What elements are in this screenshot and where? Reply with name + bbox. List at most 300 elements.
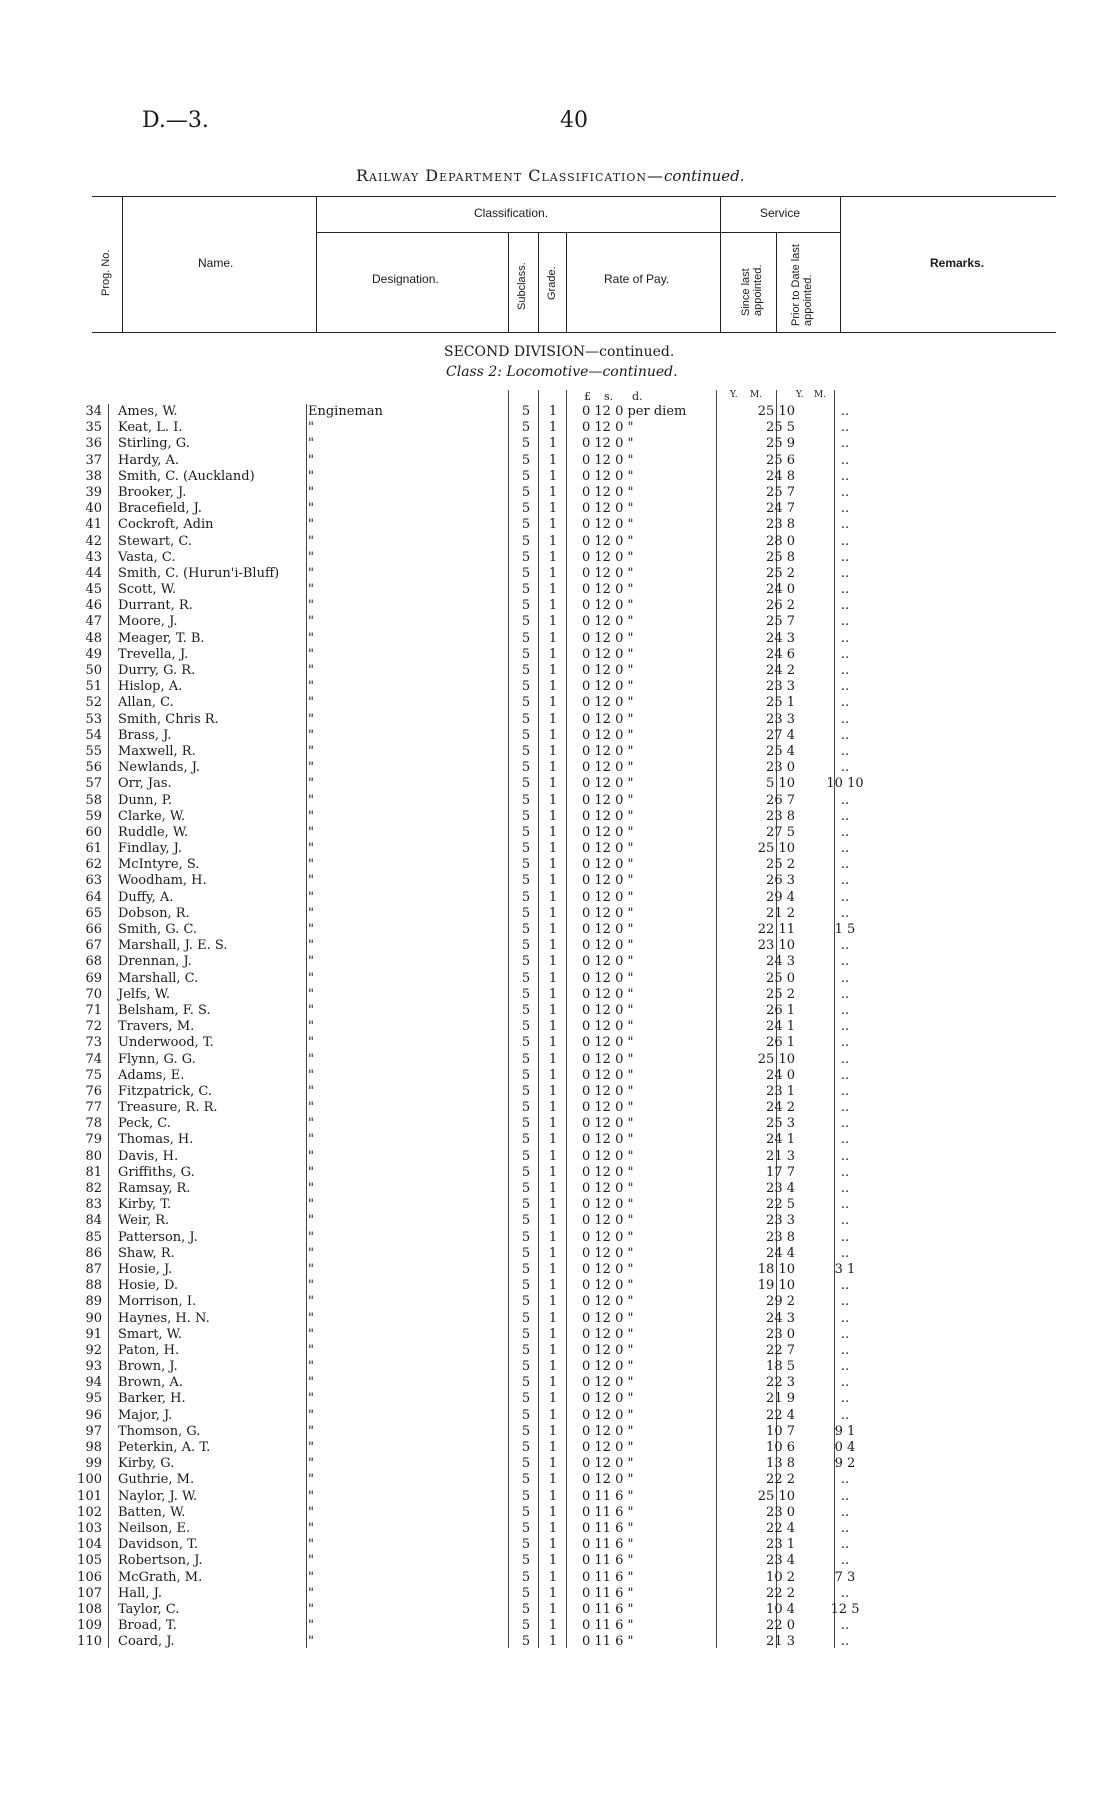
header-divider (720, 196, 721, 332)
row-name: Newlands, J. (118, 760, 201, 776)
row-prior-to-date: .. (840, 533, 850, 549)
row-rate-of-pay: 0 11 6 " (582, 1601, 634, 1617)
row-designation: " (308, 1197, 314, 1213)
col-prior-to-date: Prior to Date last appointed. (790, 244, 814, 326)
row-rate-of-pay: 0 12 0 " (582, 1019, 634, 1035)
row-since-last: 23 3 (766, 1213, 795, 1229)
row-since-last: 29 2 (766, 1294, 795, 1310)
row-rate-of-pay: 0 12 0 " (582, 614, 634, 630)
row-grade: 1 (548, 1618, 558, 1634)
row-subclass: 5 (521, 1520, 531, 1536)
row-prior-to-date: .. (840, 452, 850, 468)
row-name: Smith, C. (Hurun'i-Bluff) (118, 565, 280, 581)
row-prior-to-date: 7 3 (834, 1569, 856, 1585)
row-prior-to-date: .. (840, 743, 850, 759)
col-rate-of-pay: Rate of Pay. (604, 272, 670, 286)
row-prior-to-date: .. (840, 808, 850, 824)
col-since-last: Since last appointed. (740, 264, 764, 316)
row-designation: " (308, 1278, 314, 1294)
row-since-last: 28 0 (766, 533, 795, 549)
row-rate-of-pay: 0 12 0 " (582, 1278, 634, 1294)
row-designation: " (308, 792, 314, 808)
row-since-last: 5 10 (766, 776, 795, 792)
row-grade: 1 (548, 808, 558, 824)
row-name: Kirby, T. (118, 1197, 172, 1213)
row-prior-to-date: .. (840, 1472, 850, 1488)
column-separator (108, 404, 109, 1648)
row-rate-of-pay: 0 12 0 " (582, 695, 634, 711)
row-subclass: 5 (521, 1261, 531, 1277)
row-since-last: 25 9 (766, 436, 795, 452)
row-prog-no: 108 (77, 1601, 102, 1617)
row-prior-to-date: 0 4 (834, 1440, 856, 1455)
row-designation: " (308, 614, 314, 630)
row-designation: " (308, 1407, 314, 1423)
row-rate-of-pay: 0 12 0 " (582, 889, 634, 905)
row-grade: 1 (548, 1326, 558, 1342)
row-subclass: 5 (521, 1310, 531, 1326)
row-designation: " (308, 1375, 314, 1391)
row-name: Duffy, A. (118, 889, 174, 905)
row-prog-no: 53 (85, 711, 102, 727)
row-prog-no: 76 (85, 1083, 102, 1099)
row-prior-to-date: .. (840, 1164, 850, 1180)
row-prior-to-date: 9 2 (834, 1456, 856, 1472)
row-prog-no: 83 (85, 1197, 102, 1213)
row-prior-to-date: .. (840, 824, 850, 840)
row-rate-of-pay: 0 12 0 " (582, 517, 634, 533)
row-designation: " (308, 1488, 314, 1504)
row-designation: " (308, 646, 314, 662)
row-since-last: 26 2 (766, 598, 795, 614)
row-designation: " (308, 1116, 314, 1132)
row-subclass: 5 (521, 1019, 531, 1035)
row-prog-no: 109 (77, 1618, 102, 1634)
row-prior-to-date: .. (840, 1148, 850, 1164)
row-subclass: 5 (521, 1213, 531, 1229)
row-subclass: 5 (521, 533, 531, 549)
row-prog-no: 110 (77, 1634, 102, 1650)
title-suffix: continued. (664, 167, 745, 185)
row-grade: 1 (548, 1148, 558, 1164)
row-name: McGrath, M. (118, 1569, 203, 1585)
row-rate-of-pay: 0 12 0 " (582, 1310, 634, 1326)
row-since-last: 27 4 (766, 727, 795, 743)
row-grade: 1 (548, 404, 558, 419)
row-prog-no: 42 (85, 533, 102, 549)
header-bottom-rule (92, 332, 1056, 333)
row-subclass: 5 (521, 1229, 531, 1245)
row-name: Durry, G. R. (118, 663, 196, 678)
row-grade: 1 (548, 743, 558, 759)
row-name: Coard, J. (118, 1634, 175, 1650)
row-prog-no: 62 (85, 857, 102, 873)
row-name: Dunn, P. (118, 792, 173, 808)
row-prog-no: 59 (85, 808, 102, 824)
row-prog-no: 91 (85, 1326, 102, 1342)
row-name: Stewart, C. (118, 533, 193, 549)
row-name: Robertson, J. (118, 1553, 203, 1569)
row-name: Brown, J. (118, 1359, 178, 1375)
row-subclass: 5 (521, 484, 531, 500)
row-prior-to-date: .. (840, 404, 850, 419)
row-subclass: 5 (521, 841, 531, 857)
row-prog-no: 61 (85, 841, 102, 857)
row-subclass: 5 (521, 760, 531, 776)
row-subclass: 5 (521, 1035, 531, 1051)
row-designation: " (308, 711, 314, 727)
row-rate-of-pay: 0 12 0 " (582, 727, 634, 743)
row-subclass: 5 (521, 517, 531, 533)
row-designation: " (308, 1585, 314, 1601)
row-since-last: 24 3 (766, 1310, 795, 1326)
row-designation: " (308, 1100, 314, 1116)
row-grade: 1 (548, 1083, 558, 1099)
row-prog-no: 86 (85, 1245, 102, 1261)
row-name: Dobson, R. (118, 905, 190, 921)
row-prior-to-date: .. (840, 1553, 850, 1569)
row-prior-to-date: .. (840, 630, 850, 646)
row-since-last: 22 3 (766, 1375, 795, 1391)
column-separator (306, 404, 307, 1648)
row-subclass: 5 (521, 1504, 531, 1520)
row-designation: " (308, 1067, 314, 1083)
row-name: Thomas, H. (118, 1132, 194, 1148)
row-prior-to-date: .. (840, 663, 850, 678)
row-designation: " (308, 1002, 314, 1018)
row-since-last: 18 5 (766, 1359, 795, 1375)
row-subclass: 5 (521, 1553, 531, 1569)
row-subclass: 5 (521, 1278, 531, 1294)
row-subclass: 5 (521, 695, 531, 711)
row-rate-of-pay: 0 12 0 " (582, 1100, 634, 1116)
row-designation: " (308, 889, 314, 905)
row-since-last: 25 4 (766, 743, 795, 759)
row-prog-no: 69 (85, 970, 102, 986)
row-since-last: 22 5 (766, 1197, 795, 1213)
row-prog-no: 48 (85, 630, 102, 646)
row-since-last: 26 1 (766, 1035, 795, 1051)
row-name: Belsham, F. S. (118, 1002, 211, 1018)
row-prior-to-date: .. (840, 582, 850, 598)
row-grade: 1 (548, 1002, 558, 1018)
row-since-last: 25 7 (766, 484, 795, 500)
row-rate-of-pay: 0 12 0 " (582, 549, 634, 565)
row-name: McIntyre, S. (118, 857, 200, 873)
col-service: Service (760, 206, 801, 220)
row-grade: 1 (548, 582, 558, 598)
row-grade: 1 (548, 1164, 558, 1180)
row-grade: 1 (548, 727, 558, 743)
row-grade: 1 (548, 1634, 558, 1650)
row-designation: " (308, 1261, 314, 1277)
row-name: Durrant, R. (118, 598, 193, 614)
row-subclass: 5 (521, 1456, 531, 1472)
row-designation: " (308, 873, 314, 889)
row-grade: 1 (548, 1407, 558, 1423)
row-since-last: 18 10 (757, 1261, 795, 1277)
row-rate-of-pay: 0 12 0 " (582, 1261, 634, 1277)
row-rate-of-pay: 0 11 6 " (582, 1537, 634, 1553)
row-name: Smith, Chris R. (118, 711, 219, 727)
row-subclass: 5 (521, 1245, 531, 1261)
row-grade: 1 (548, 1359, 558, 1375)
row-prior-to-date: .. (840, 986, 850, 1002)
row-grade: 1 (548, 468, 558, 484)
row-since-last: 24 0 (766, 1067, 795, 1083)
row-prog-no: 89 (85, 1294, 102, 1310)
row-name: Allan, C. (118, 695, 174, 711)
row-prior-to-date: .. (840, 1083, 850, 1099)
row-since-last: 26 1 (766, 1002, 795, 1018)
row-subclass: 5 (521, 776, 531, 792)
row-since-last: 29 4 (766, 889, 795, 905)
row-name: Underwood, T. (118, 1035, 214, 1051)
row-since-last: 22 7 (766, 1342, 795, 1358)
row-designation: " (308, 679, 314, 695)
row-subclass: 5 (521, 954, 531, 970)
row-subclass: 5 (521, 1067, 531, 1083)
row-grade: 1 (548, 1569, 558, 1585)
row-rate-of-pay: 0 12 0 " (582, 760, 634, 776)
row-name: Vasta, C. (118, 549, 176, 565)
row-rate-of-pay: 0 12 0 " (582, 1051, 634, 1067)
row-grade: 1 (548, 484, 558, 500)
row-name: Trevella, J. (118, 646, 189, 662)
row-prior-to-date: .. (840, 1035, 850, 1051)
row-grade: 1 (548, 1375, 558, 1391)
row-prog-no: 35 (85, 420, 102, 436)
row-rate-of-pay: 0 12 0 " (582, 1002, 634, 1018)
row-prior-to-date: .. (840, 857, 850, 873)
row-designation: " (308, 1601, 314, 1617)
row-grade: 1 (548, 1197, 558, 1213)
row-prog-no: 98 (85, 1440, 102, 1455)
col-classification: Classification. (474, 206, 549, 220)
row-subclass: 5 (521, 938, 531, 954)
row-rate-of-pay: 0 12 0 " (582, 630, 634, 646)
row-since-last: 13 8 (766, 1456, 795, 1472)
row-grade: 1 (548, 841, 558, 857)
row-name: Marshall, C. (118, 970, 199, 986)
row-grade: 1 (548, 1423, 558, 1439)
row-since-last: 24 0 (766, 582, 795, 598)
row-subclass: 5 (521, 404, 531, 419)
row-grade: 1 (548, 1391, 558, 1407)
row-rate-of-pay: 0 12 0 " (582, 1067, 634, 1083)
row-since-last: 23 1 (766, 1083, 795, 1099)
row-rate-of-pay: 0 12 0 " (582, 1035, 634, 1051)
row-prog-no: 66 (85, 922, 102, 937)
row-prior-to-date: .. (840, 679, 850, 695)
row-name: Kirby, G. (118, 1456, 175, 1472)
row-grade: 1 (548, 614, 558, 630)
row-grade: 1 (548, 938, 558, 954)
row-since-last: 19 10 (757, 1278, 795, 1294)
row-grade: 1 (548, 501, 558, 517)
unit-months: M. (814, 390, 827, 400)
row-rate-of-pay: 0 12 0 " (582, 905, 634, 921)
row-name: Thomson, G. (118, 1423, 201, 1439)
row-designation: " (308, 1229, 314, 1245)
row-designation: " (308, 1456, 314, 1472)
row-prior-to-date: .. (840, 1585, 850, 1601)
row-designation: " (308, 1132, 314, 1148)
row-rate-of-pay: 0 12 0 " (582, 1359, 634, 1375)
row-designation: " (308, 582, 314, 598)
row-since-last: 23 4 (766, 1553, 795, 1569)
row-rate-of-pay: 0 12 0 " (582, 679, 634, 695)
row-grade: 1 (548, 905, 558, 921)
row-prog-no: 41 (85, 517, 102, 533)
row-rate-of-pay: 0 12 0 " (582, 420, 634, 436)
row-subclass: 5 (521, 1423, 531, 1439)
row-designation: " (308, 1245, 314, 1261)
row-subclass: 5 (521, 1051, 531, 1067)
row-name: Keat, L. I. (118, 420, 183, 436)
row-subclass: 5 (521, 663, 531, 678)
row-prior-to-date: .. (840, 549, 850, 565)
row-prior-to-date: .. (840, 954, 850, 970)
header-divider (122, 196, 123, 332)
row-name: Fitzpatrick, C. (118, 1083, 212, 1099)
row-prog-no: 99 (85, 1456, 102, 1472)
row-designation: " (308, 776, 314, 792)
row-prog-no: 50 (85, 663, 102, 678)
row-designation: " (308, 1569, 314, 1585)
row-designation: " (308, 1326, 314, 1342)
row-prog-no: 73 (85, 1035, 102, 1051)
row-designation: " (308, 1537, 314, 1553)
row-grade: 1 (548, 598, 558, 614)
row-designation: " (308, 1440, 314, 1455)
row-grade: 1 (548, 1440, 558, 1455)
row-prior-to-date: .. (840, 501, 850, 517)
row-rate-of-pay: 0 12 0 " (582, 711, 634, 727)
row-prog-no: 70 (85, 986, 102, 1002)
row-grade: 1 (548, 1472, 558, 1488)
row-prior-to-date: .. (840, 1342, 850, 1358)
row-rate-of-pay: 0 12 0 " (582, 1326, 634, 1342)
row-since-last: 23 8 (766, 517, 795, 533)
row-name: Woodham, H. (118, 873, 207, 889)
row-rate-of-pay: 0 12 0 " (582, 792, 634, 808)
row-rate-of-pay: 0 11 6 " (582, 1618, 634, 1634)
row-designation: " (308, 598, 314, 614)
row-subclass: 5 (521, 873, 531, 889)
row-subclass: 5 (521, 630, 531, 646)
row-name: Adams, E. (118, 1067, 185, 1083)
row-name: Cockroft, Adin (118, 517, 214, 533)
row-prior-to-date: .. (840, 1051, 850, 1067)
row-prog-no: 71 (85, 1002, 102, 1018)
row-subclass: 5 (521, 1132, 531, 1148)
row-since-last: 25 10 (757, 404, 795, 419)
row-designation: " (308, 1083, 314, 1099)
row-name: Broad, T. (118, 1618, 177, 1634)
row-name: Jelfs, W. (118, 986, 171, 1002)
unit-shilling: s. (604, 390, 614, 403)
row-subclass: 5 (521, 1634, 531, 1650)
row-rate-of-pay: 0 12 0 " (582, 1294, 634, 1310)
row-since-last: 23 10 (757, 938, 795, 954)
row-grade: 1 (548, 760, 558, 776)
row-designation: " (308, 760, 314, 776)
row-grade: 1 (548, 1310, 558, 1326)
row-designation: " (308, 1148, 314, 1164)
row-rate-of-pay: 0 11 6 " (582, 1553, 634, 1569)
row-rate-of-pay: 0 12 0 " (582, 1342, 634, 1358)
row-name: Patterson, J. (118, 1229, 198, 1245)
row-prior-to-date: .. (840, 1229, 850, 1245)
row-name: Flynn, G. G. (118, 1051, 196, 1067)
row-prog-no: 81 (85, 1164, 102, 1180)
row-prior-to-date: .. (840, 1504, 850, 1520)
column-separator (566, 390, 567, 1648)
row-grade: 1 (548, 792, 558, 808)
row-rate-of-pay: 0 12 0 " (582, 501, 634, 517)
row-prior-to-date: .. (840, 1019, 850, 1035)
row-subclass: 5 (521, 1601, 531, 1617)
row-prog-no: 38 (85, 468, 102, 484)
row-grade: 1 (548, 452, 558, 468)
row-designation: " (308, 1342, 314, 1358)
row-subclass: 5 (521, 905, 531, 921)
row-name: Hall, J. (118, 1585, 163, 1601)
row-designation: " (308, 695, 314, 711)
row-prior-to-date: .. (840, 484, 850, 500)
row-prior-to-date: .. (840, 1002, 850, 1018)
row-name: Marshall, J. E. S. (118, 938, 228, 954)
row-prog-no: 57 (85, 776, 102, 792)
row-prog-no: 79 (85, 1132, 102, 1148)
row-subclass: 5 (521, 727, 531, 743)
row-prior-to-date: .. (840, 1634, 850, 1650)
row-grade: 1 (548, 420, 558, 436)
row-prog-no: 80 (85, 1148, 102, 1164)
row-prog-no: 82 (85, 1181, 102, 1196)
row-grade: 1 (548, 1520, 558, 1536)
row-since-last: 24 2 (766, 1100, 795, 1116)
row-since-last: 25 3 (766, 1116, 795, 1132)
row-since-last: 22 4 (766, 1520, 795, 1536)
row-designation: " (308, 1618, 314, 1634)
row-rate-of-pay: 0 11 6 " (582, 1634, 634, 1650)
row-grade: 1 (548, 889, 558, 905)
row-prior-to-date: .. (840, 873, 850, 889)
row-designation: " (308, 1310, 314, 1326)
row-prog-no: 45 (85, 582, 102, 598)
row-subclass: 5 (521, 1116, 531, 1132)
row-name: Major, J. (118, 1407, 173, 1423)
row-since-last: 25 2 (766, 986, 795, 1002)
row-prog-no: 68 (85, 954, 102, 970)
row-rate-of-pay: 0 11 6 " (582, 1520, 634, 1536)
row-since-last: 24 6 (766, 646, 795, 662)
row-prog-no: 52 (85, 695, 102, 711)
row-subclass: 5 (521, 1569, 531, 1585)
row-name: Orr, Jas. (118, 776, 172, 792)
row-rate-of-pay: 0 11 6 " (582, 1488, 634, 1504)
row-subclass: 5 (521, 970, 531, 986)
row-name: Brass, J. (118, 727, 172, 743)
row-prior-to-date: .. (840, 1326, 850, 1342)
row-designation: " (308, 501, 314, 517)
row-since-last: 23 1 (766, 1537, 795, 1553)
row-grade: 1 (548, 970, 558, 986)
row-grade: 1 (548, 1342, 558, 1358)
row-designation: " (308, 922, 314, 937)
